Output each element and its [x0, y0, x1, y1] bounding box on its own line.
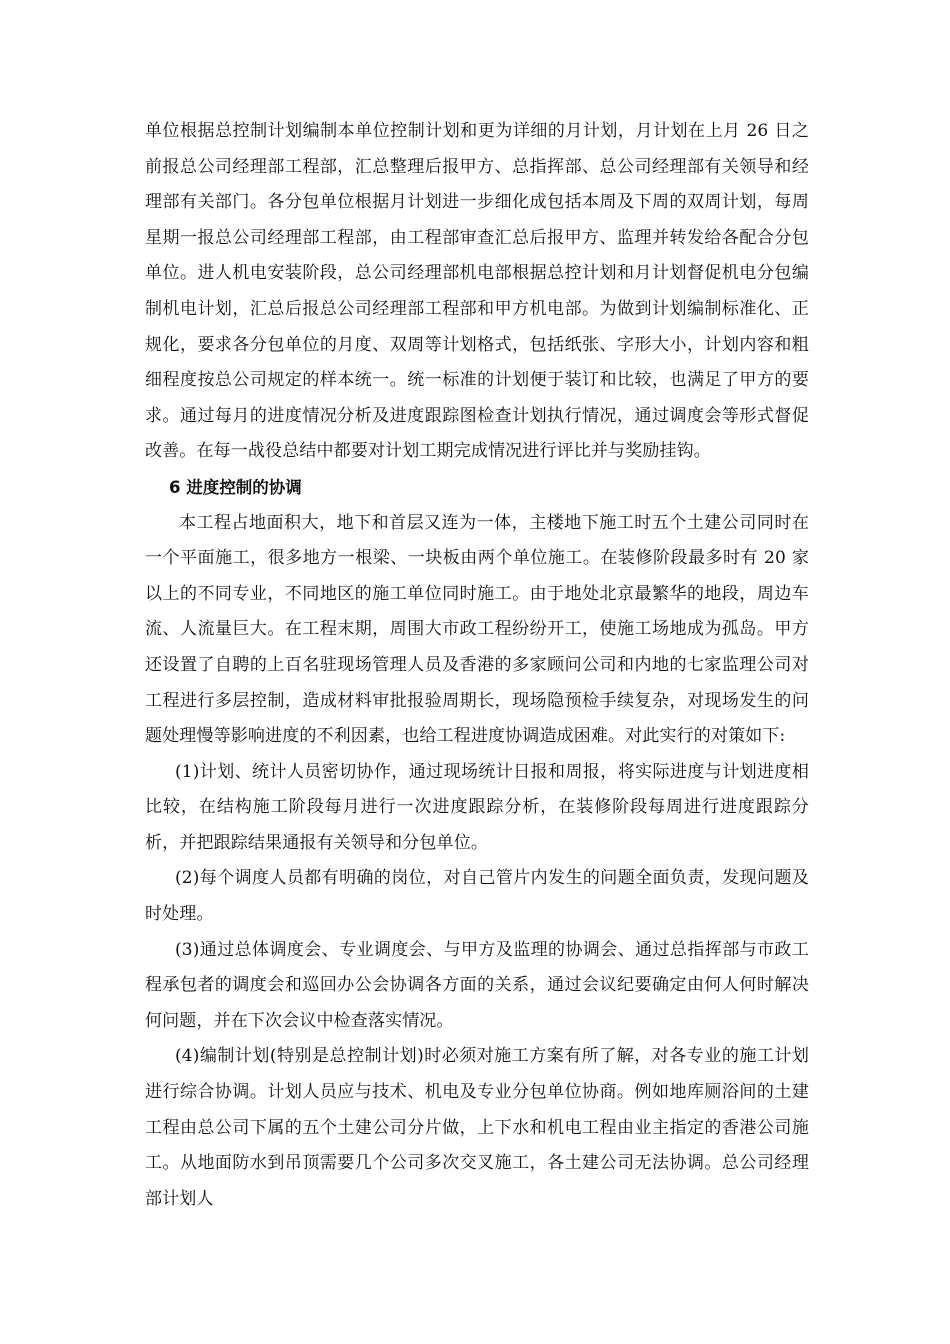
measure-item-3: (3)通过总体调度会、专业调度会、与甲方及监理的协调会、通过总指挥部与市政工程承包者的调度会和巡回办公会协调各方面的关系，通过会议纪要确定由何人何时解决何问题，并在下次会议中检查落实情况。 [145, 939, 809, 1031]
measure-item-2: (2)每个调度人员都有明确的岗位，对自己管片内发生的问题全面负责，发现问题及时处理。 [145, 868, 809, 925]
document-body [145, 114, 809, 1217]
section-paragraph: 本工程占地面积大，地下和首层又连为一体，主楼地下施工时五个土建公司同时在一个平面施工，很多地方一根梁、一块板由两个单位施工。在装修阶段最多时有 20 家以上的不同专业，不同地区的施工单位同时施工。由于地处北京最繁华的地段，周边车流、人流量巨大。在工程末期，周围大市政工程纷纷开工，使施工场地成为孤岛。甲方还设置了自聘的上百名驻现场管理人员及香港的多家顾问公司和内地的七家监理公司对工程进行多层控制，造成材料审批报验周期长，现场隐预检手续复杂，对现场发生的问题处理慢等影响进度的不利因素，也给工程进度协调造成困难。对此实行的对策如下: [145, 512, 809, 747]
section-heading: 6 进度控制的协调 [169, 477, 302, 497]
measure-item-1: (1)计划、统计人员密切协作，通过现场统计日报和周报，将实际进度与计划进度相比较，在结构施工阶段每月进行一次进度跟踪分析，在装修阶段每周进行进度跟踪分析，并把跟踪结果通报有关领导和分包单位。 [145, 761, 809, 853]
intro-paragraph: 单位根据总控制计划编制本单位控制计划和更为详细的月计划，月计划在上月 26 日之前报总公司经理部工程部，汇总整理后报甲方、总指挥部、总公司经理部有关领导和经理部有关部门。各分包单位根据月计划进一步细化成包括本周及下周的双周计划，每周星期一报总公司经理部工程部，由工程部审查汇总后报甲方、监理并转发给各配合分包单位。进人机电安装阶段，总公司经理部机电部根据总控计划和月计划督促机电分包编制机电计划，汇总后报总公司经理部工程部和甲方机电部。为做到计划编制标准化、正规化，要求各分包单位的月度、双周等计划格式，包括纸张、字形大小，计划内容和粗细程度按总公司规定的样本统一。统一标准的计划便于装订和比较，也满足了甲方的要求。通过每月的进度情况分析及进度跟踪图检查计划执行情况，通过调度会等形式督促改善。在每一战役总结中都要对计划工期完成情况进行评比并与奖励挂钩。 [145, 121, 809, 462]
measure-item-4: (4)编制计划(特别是总控制计划)时必须对施工方案有所了解，对各专业的施工计划进行综合协调。计划人员应与技术、机电及专业分包单位协商。例如地库厕浴间的土建工程由总公司下属的五个土建公司分片做，上下水和机电工程由业主指定的香港公司施工。从地面防水到吊顶需要几个公司多次交叉施工，各土建公司无法协调。总公司经理部计划人 [145, 1046, 809, 1209]
